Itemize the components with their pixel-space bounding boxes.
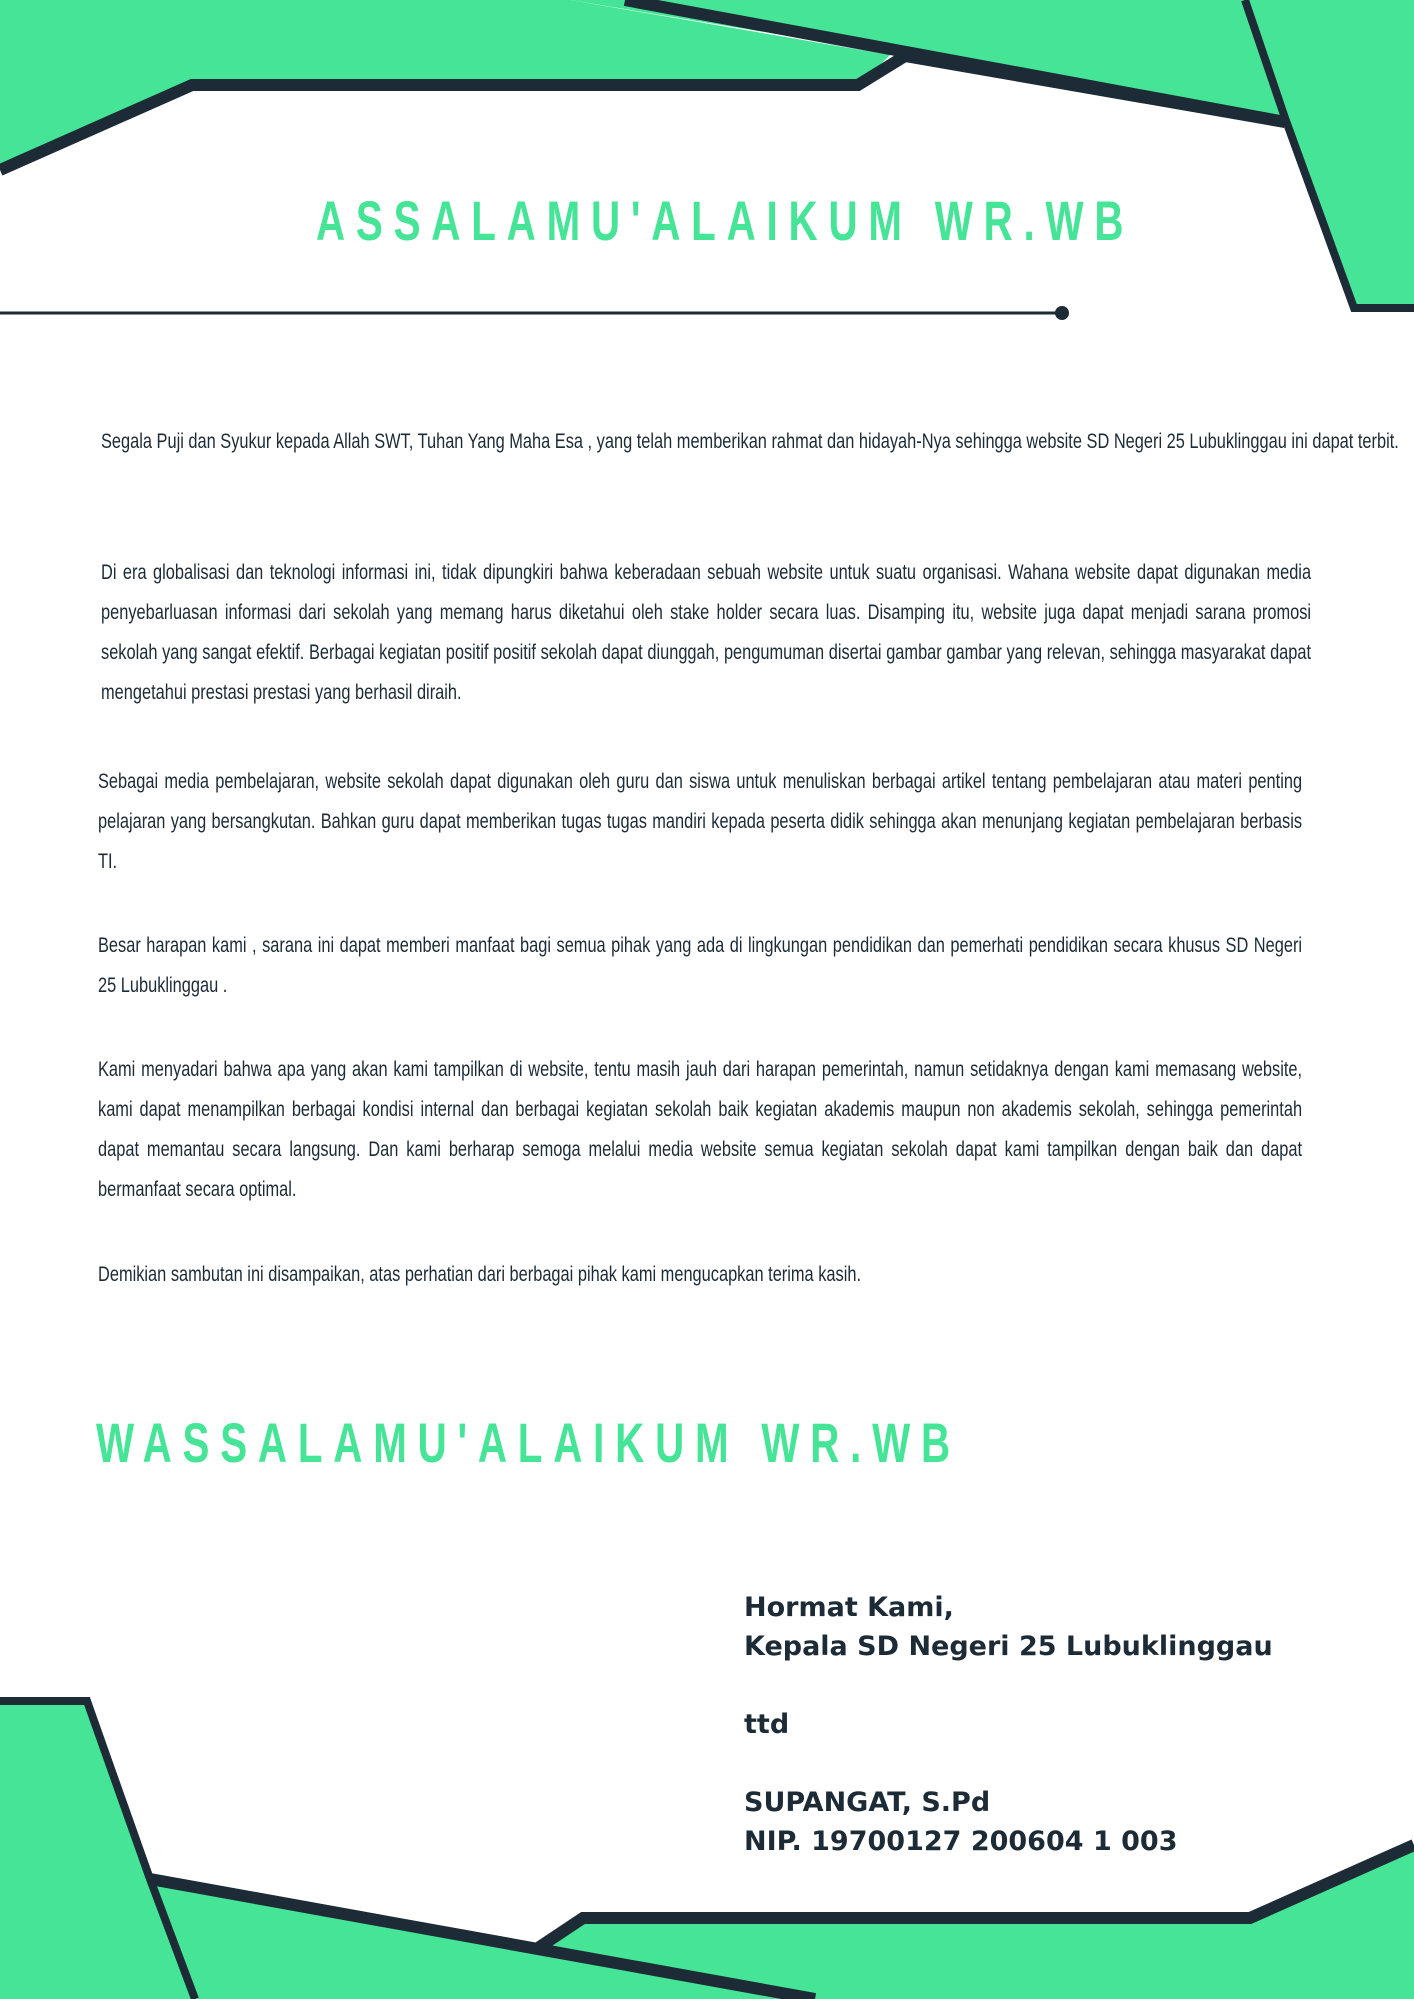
- signature-nip: NIP. 19700127 200604 1 003: [744, 1826, 1178, 1857]
- paragraph-2: Di era globalisasi dan teknologi informasi ini, tidak dipungkiri bahwa keberadaan sebuah website untuk suatu organisasi. Wahana website dapat digunakan media penyebarluasan informasi dari sekolah yang memang harus diketahui oleh stake holder secara luas. Disamping itu, website juga dapat menjadi sarana promosi sekolah yang sangat efektif. Berbagai kegiatan positif positif sekolah dapat diunggah, pengumuman disertai gambar gambar yang relevan, sehingga masyarakat dapat mengetahui prestasi prestasi yang berhasil diraih.: [101, 561, 1312, 704]
- signature-position: Kepala SD Negeri 25 Lubuklinggau: [744, 1631, 1273, 1662]
- top-right-green-shape: [1245, 0, 1414, 308]
- bottom-left-green-shape: [0, 1701, 195, 1999]
- paragraph-6: Demikian sambutan ini disampaikan, atas perhatian dari berbagai pihak kami mengucapkan terima kasih.: [98, 1263, 861, 1286]
- signature-ttd: ttd: [744, 1709, 790, 1740]
- paragraph-5: Kami menyadari bahwa apa yang akan kami tampilkan di website, tentu masih jauh dari harapan pemerintah, namun setidaknya dengan kami memasang website, kami dapat menampilkan berbagai kondisi internal dan berbagai kegiatan sekolah baik kegiatan akademis maupun non akademis sekolah, sehingga pemerintah dapat memantau secara langsung. Dan kami berharap semoga melalui media website semua kegiatan sekolah dapat kami tampilkan dengan baik dan dapat bermanfaat secara optimal.: [98, 1058, 1303, 1201]
- signature-block: [744, 1588, 1273, 1861]
- closing-heading: WASSALAMU'ALAIKUM WR.WB: [96, 1411, 961, 1474]
- greeting-heading: ASSALAMU'ALAIKUM WR.WB: [316, 189, 1135, 252]
- paragraph-3: Sebagai media pembelajaran, website sekolah dapat digunakan oleh guru dan siswa untuk menuliskan berbagai artikel tentang pembelajaran atau materi penting pelajaran yang bersangkutan. Bahkan guru dapat memberikan tugas tugas mandiri kepada peserta didik sehingga akan menunjang kegiatan pembelajaran berbasis TI.: [98, 770, 1303, 873]
- paragraph-1: Segala Puji dan Syukur kepada Allah SWT, Tuhan Yang Maha Esa , yang telah memberikan rahmat dan hidayah-Nya sehingga website SD Negeri 25 Lubuklinggau ini dapat terbit.: [101, 430, 1399, 453]
- signature-name: SUPANGAT, S.Pd: [744, 1787, 991, 1818]
- signature-regards: Hormat Kami,: [744, 1592, 954, 1623]
- paragraph-4: Besar harapan kami , sarana ini dapat memberi manfaat bagi semua pihak yang ada di lingkungan pendidikan dan pemerhati pendidikan secara khusus SD Negeri 25 Lubuklinggau .: [98, 934, 1303, 997]
- divider-dot: [1055, 306, 1069, 320]
